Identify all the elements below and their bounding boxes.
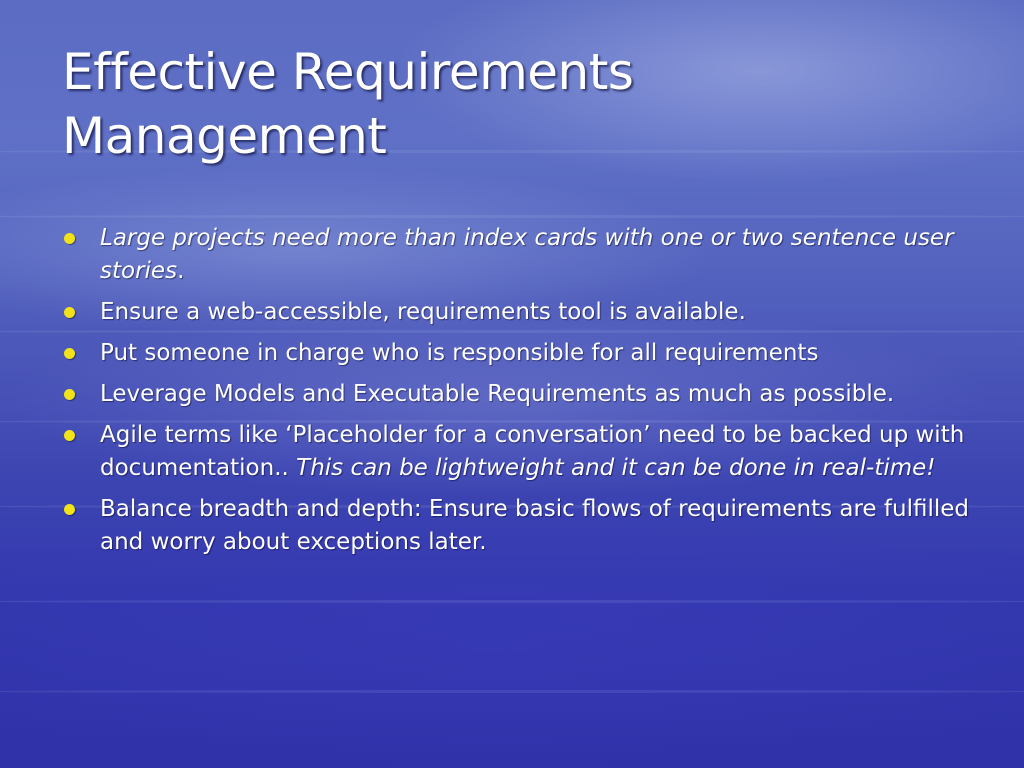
bullet-item xyxy=(62,337,982,370)
bullet-item xyxy=(62,493,982,559)
bullet-dot-icon xyxy=(64,504,75,515)
bullet-dot-icon xyxy=(64,348,75,359)
bullet-item xyxy=(62,222,982,288)
bullet-text: Balance breadth and depth: Ensure basic flows of requirements are fulfilled and worry about exceptions later. xyxy=(100,496,969,555)
bullet-dot-icon xyxy=(64,389,75,400)
background-wave xyxy=(0,215,1024,218)
slide-title-line-1: Effective Requirements xyxy=(62,43,634,101)
bullet-item xyxy=(62,296,982,329)
bullet-item xyxy=(62,419,982,485)
bullet-dot-icon xyxy=(64,233,75,244)
bullet-text: . xyxy=(177,258,185,284)
bullet-list xyxy=(62,222,982,567)
slide-title-line-2: Management xyxy=(62,107,387,165)
bullet-text: Leverage Models and Executable Requirements as much as possible. xyxy=(100,381,895,407)
bullet-text: Ensure a web-accessible, requirements tool is available. xyxy=(100,299,746,325)
bullet-italic-text: This can be lightweight and it can be done in real-time! xyxy=(296,455,936,481)
bullet-dot-icon xyxy=(64,307,75,318)
bullet-dot-icon xyxy=(64,430,75,441)
slide-title xyxy=(62,40,962,168)
bullet-text: Agile terms like ‘Placeholder for a conversation’ need to be backed up with documentation.. xyxy=(100,422,965,481)
background-wave xyxy=(0,690,1024,693)
background-wave xyxy=(0,600,1024,603)
bullet-italic-text: Large projects need more than index cards with one or two sentence user stories xyxy=(100,225,954,284)
bullet-text: Put someone in charge who is responsible for all requirements xyxy=(100,340,819,366)
bullet-item xyxy=(62,378,982,411)
